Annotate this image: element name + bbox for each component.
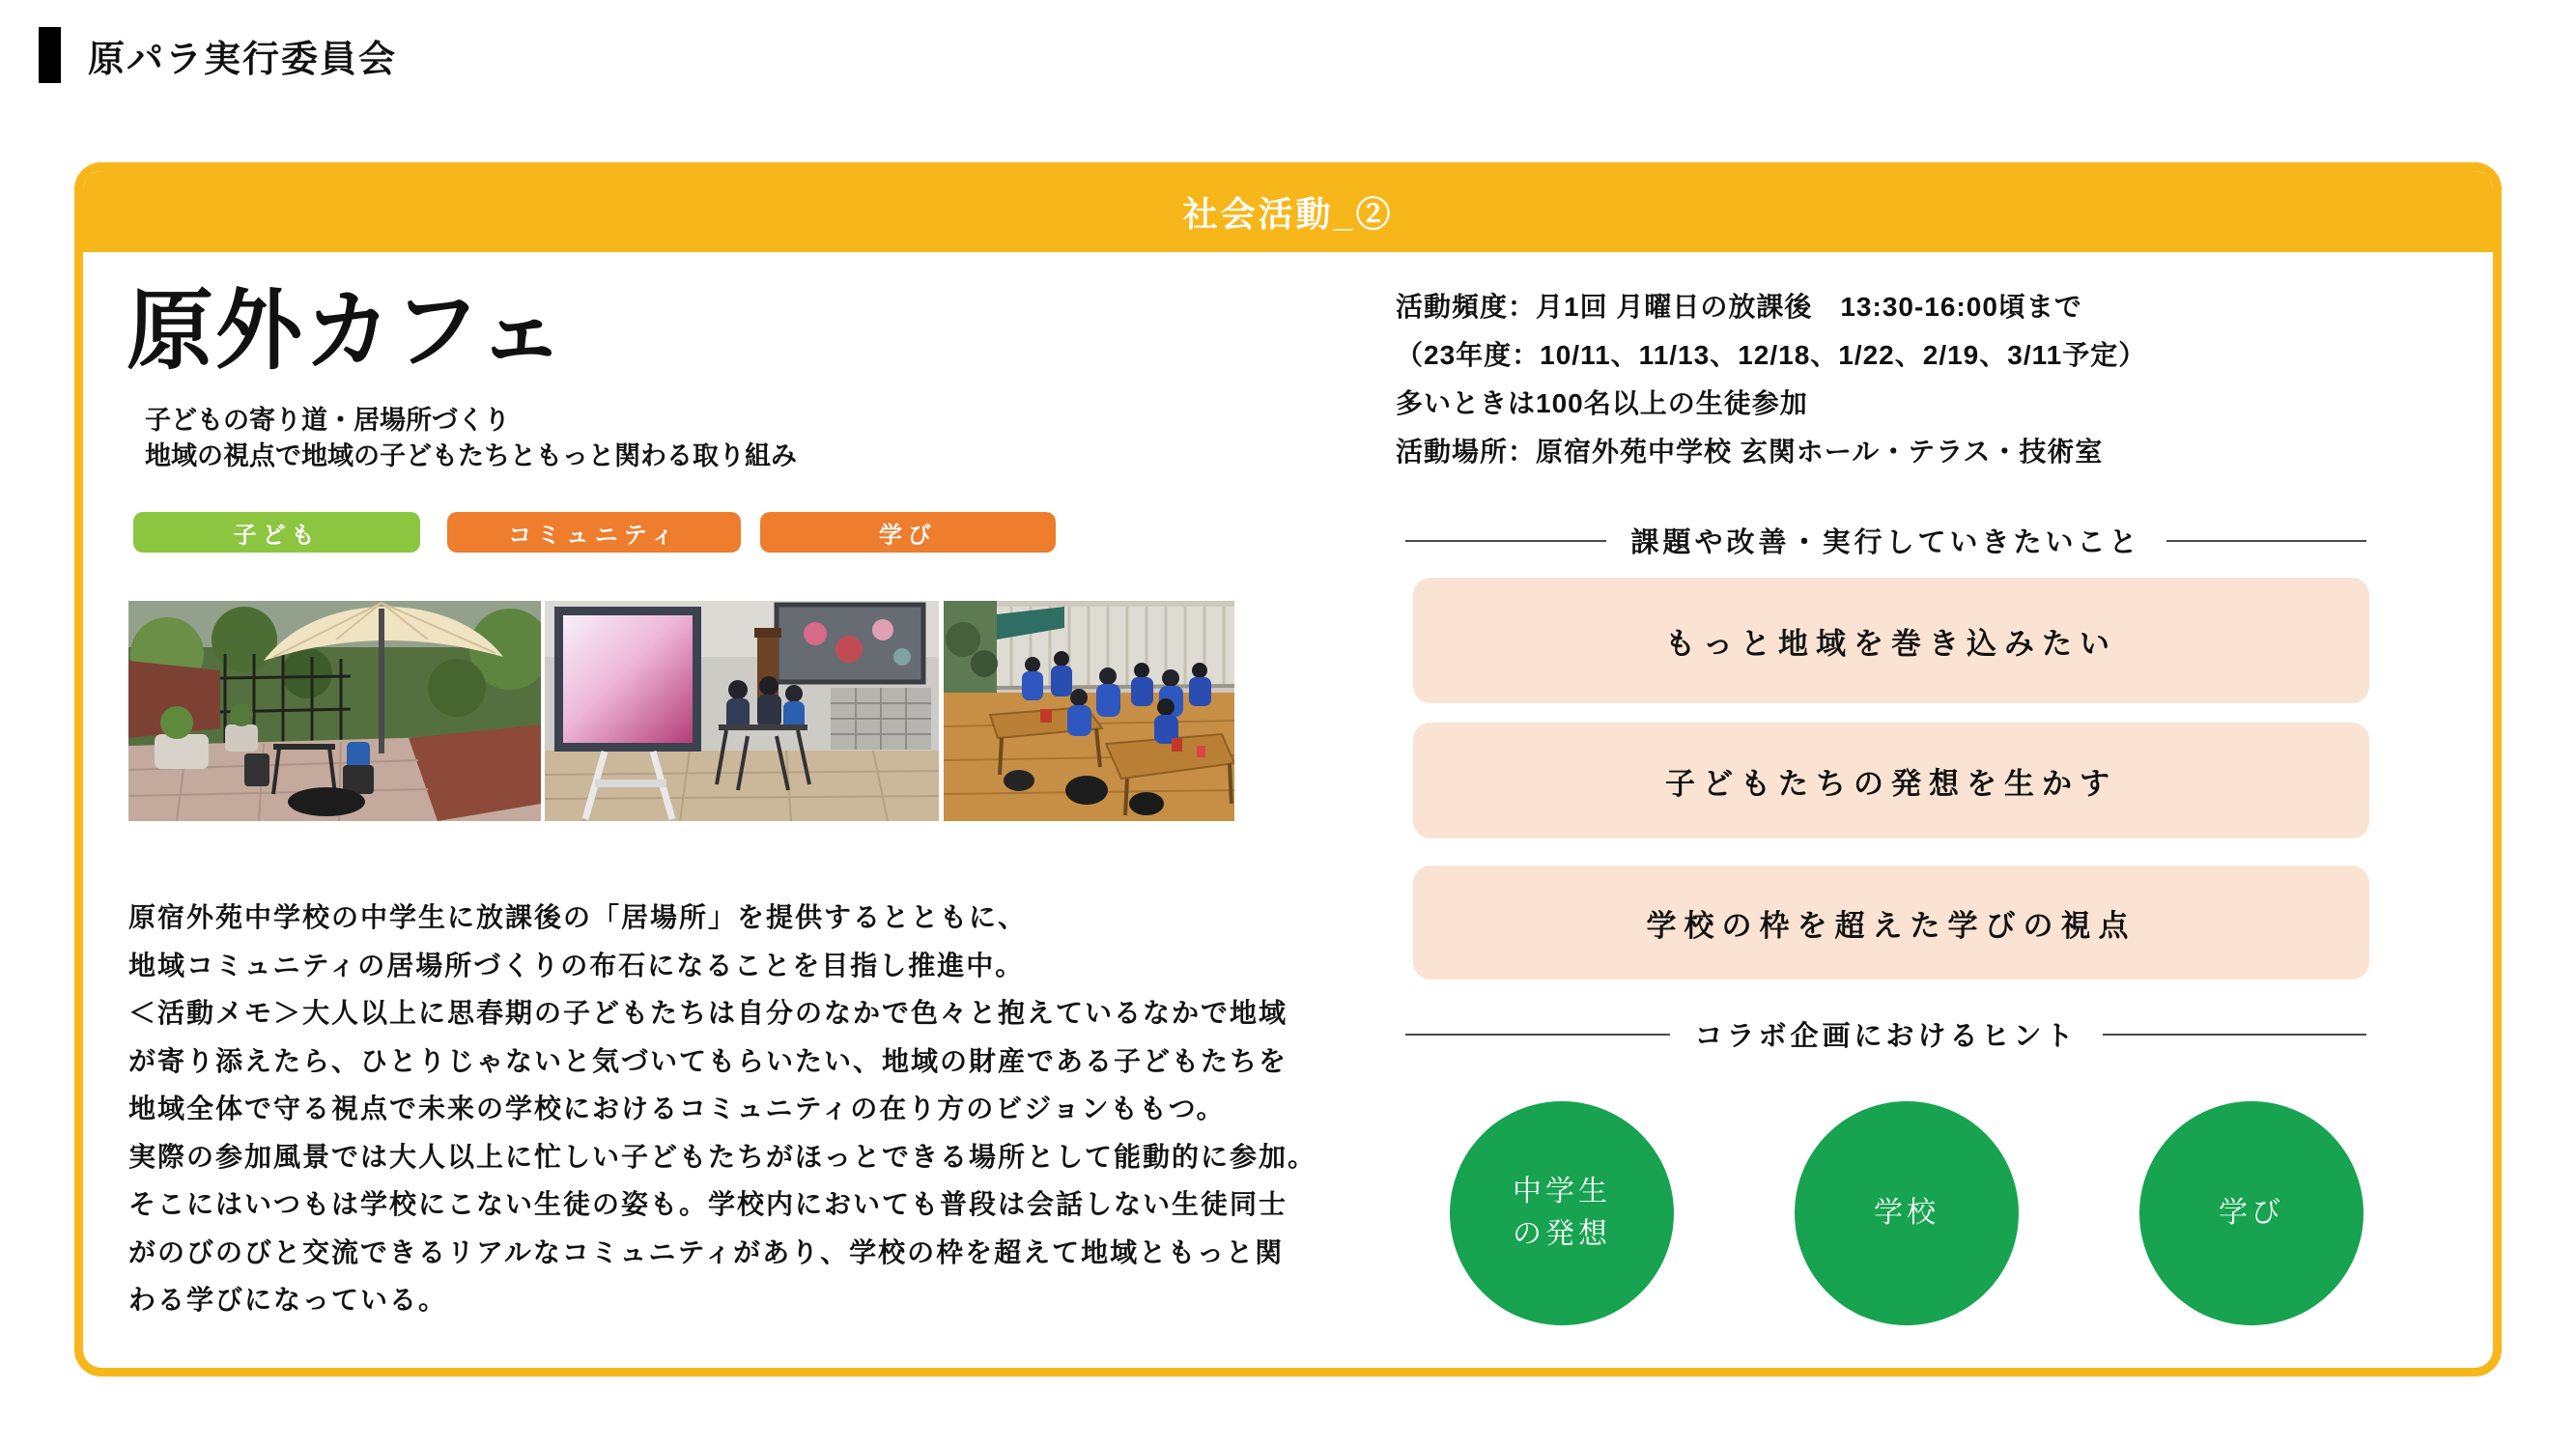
description-line: 地域コミュニティの居場所づくりの布石になることを目指し推進中。 (128, 950, 1025, 980)
divider-line (1405, 1034, 1670, 1036)
description-line: そこにはいつもは学校にこない生徒の姿も。学校内においても普段は会話しない生徒同士 (128, 1189, 1288, 1219)
hint-line: 中学生 (1513, 1176, 1611, 1208)
issue-box-2: 子どもたちの発想を生かす (1413, 723, 2369, 838)
tag-manabi: 学び (760, 512, 1056, 553)
issue-box-3: 学校の枠を超えた学びの視点 (1413, 866, 2369, 980)
activity-card (74, 162, 2502, 1377)
divider-line (2166, 540, 2367, 542)
description-line: 原宿外苑中学校の中学生に放課後の「居場所」を提供するとともに、 (128, 902, 1028, 932)
detail-line-location: 活動場所：原宿外苑中学校 玄関ホール・テラス・技術室 (1396, 437, 2104, 467)
hint-line: 学び (2219, 1197, 2284, 1229)
section-header-issues (1405, 521, 2366, 560)
section-title-hints: コラボ企画におけるヒント (1694, 1021, 2078, 1052)
terrace-photo-illustration (128, 601, 541, 821)
detail-line-participants: 多いときは100名以上の生徒参加 (1396, 388, 1808, 418)
photo-terrace-umbrella (128, 601, 541, 821)
tag-community: コミュニティ (447, 512, 741, 553)
description-line: 地域全体で守る視点で未来の学校におけるコミュニティの在り方のビジョンももつ。 (128, 1094, 1226, 1123)
section-header-hints (1405, 1014, 2366, 1054)
page-title: 原パラ実行委員会 (88, 39, 398, 80)
photo-tech-room-students (944, 601, 1234, 821)
detail-line-schedule: （23年度：10/11、11/13、12/18、1/22、2/19、3/11予定） (1396, 340, 2147, 370)
issue-box-1: もっと地域を巻き込みたい (1413, 578, 2369, 703)
activity-title: 原外カフェ (127, 283, 567, 380)
activity-details (1396, 283, 2400, 476)
detail-line-frequency: 活動頻度：月1回 月曜日の放課後 13:30-16:00頃まで (1396, 292, 2082, 322)
hall-photo-illustration (545, 601, 939, 821)
hint-line: 学校 (1874, 1197, 1939, 1229)
techroom-photo-illustration (944, 601, 1234, 821)
tag-kodomo: 子ども (133, 512, 420, 553)
banner-title: 社会活動_② (1182, 193, 1394, 234)
header-accent-bar (39, 27, 61, 83)
divider-line (2103, 1034, 2367, 1036)
activity-description (128, 894, 1316, 1324)
activity-subtitle (145, 403, 797, 474)
card-banner (83, 171, 2493, 252)
description-line: わる学びになっている。 (128, 1285, 448, 1315)
description-line: ＜活動メモ＞大人以上に思春期の子どもたちは自分のなかで色々と抱えているなかで地域 (128, 998, 1288, 1028)
divider-line (1405, 540, 1606, 542)
subtitle-line: 地域の視点で地域の子どもたちともっと関わる取り組み (145, 441, 797, 470)
subtitle-line: 子どもの寄り道・居場所づくり (145, 406, 510, 435)
hint-circle-students-idea (1450, 1101, 1674, 1325)
hint-circle-school (1795, 1101, 2019, 1325)
section-title-issues: 課題や改善・実行していきたいこと (1630, 527, 2141, 558)
description-line: がのびのびと交流できるリアルなコミュニティがあり、学校の枠を超えて地域ともっと関 (128, 1236, 1285, 1267)
photo-entrance-hall-screen (545, 601, 939, 821)
hint-circle-learning (2139, 1101, 2364, 1325)
page-header (39, 27, 397, 83)
hint-line: の発想 (1513, 1218, 1611, 1250)
description-line: 実際の参加風景では大人以上に忙しい子どもたちがほっとできる場所として能動的に参加。 (128, 1141, 1317, 1172)
description-line: が寄り添えたら、ひとりじゃないと気づいてもらいたい、地域の財産である子どもたちを (128, 1045, 1288, 1076)
